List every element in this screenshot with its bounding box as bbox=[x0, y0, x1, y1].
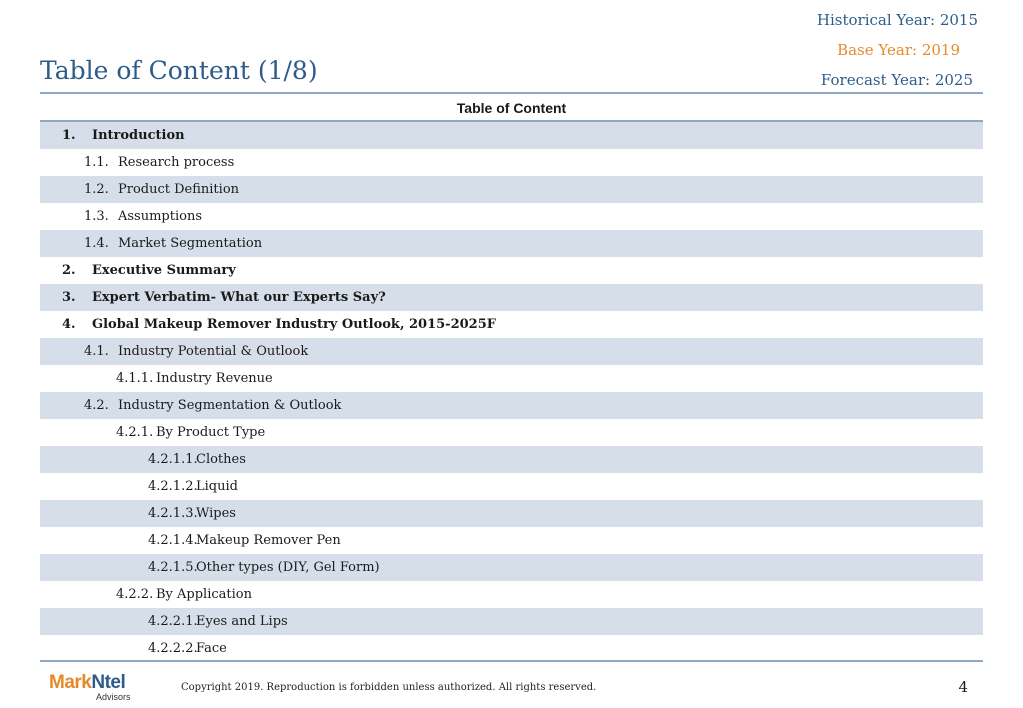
toc-row bbox=[40, 500, 983, 527]
forecast-year: Forecast Year: 2025 bbox=[820, 71, 973, 89]
page-number: 4 bbox=[958, 678, 968, 696]
toc-row-number: 4.2. bbox=[84, 398, 109, 413]
toc-row-number: 4.2.1.4. bbox=[148, 533, 198, 548]
toc-row-label: By Product Type bbox=[156, 425, 266, 440]
toc-row-label: Liquid bbox=[196, 479, 238, 494]
toc-row bbox=[40, 338, 983, 365]
toc-row bbox=[40, 311, 983, 338]
toc-heading: Table of Content bbox=[40, 96, 983, 122]
toc-row-number: 4.1.1. bbox=[116, 371, 154, 386]
toc-row-number: 4.1. bbox=[84, 344, 109, 359]
toc-row bbox=[40, 176, 983, 203]
toc-row bbox=[40, 392, 983, 419]
toc-row-label: Other types (DIY, Gel Form) bbox=[196, 560, 380, 575]
toc-row-label: Expert Verbatim- What our Experts Say? bbox=[92, 290, 386, 305]
toc-row-number: 4.2.2.1. bbox=[148, 614, 198, 629]
toc-row-number: 2. bbox=[62, 263, 76, 278]
toc-row bbox=[40, 122, 983, 149]
logo-subtitle: Advisors bbox=[96, 692, 131, 702]
toc-row-label: Clothes bbox=[196, 452, 246, 467]
page-title: Table of Content (1/8) bbox=[40, 56, 318, 85]
base-year: Base Year: 2019 bbox=[837, 41, 960, 59]
toc-row-number: 1.1. bbox=[84, 155, 109, 170]
toc-row bbox=[40, 608, 983, 635]
toc-row bbox=[40, 446, 983, 473]
toc-row bbox=[40, 419, 983, 446]
toc-row-label: By Application bbox=[156, 587, 252, 602]
toc-row bbox=[40, 581, 983, 608]
header-divider bbox=[40, 92, 983, 94]
toc-row-label: Industry Potential & Outlook bbox=[118, 344, 309, 359]
toc-row bbox=[40, 365, 983, 392]
toc-row-label: Executive Summary bbox=[92, 263, 236, 278]
historical-year: Historical Year: 2015 bbox=[816, 11, 978, 29]
toc-row-number: 4.2.1.1. bbox=[148, 452, 198, 467]
toc-list bbox=[40, 122, 983, 662]
logo-ntel-text: Ntel bbox=[91, 672, 126, 693]
toc-row-number: 4.2.2.2. bbox=[148, 641, 198, 656]
toc-row-label: Industry Segmentation & Outlook bbox=[118, 398, 342, 413]
footer-divider bbox=[40, 660, 983, 662]
toc-row-label: Market Segmentation bbox=[118, 236, 263, 251]
toc-row-label: Wipes bbox=[196, 506, 236, 521]
logo-mark-text: Mark bbox=[49, 672, 92, 693]
toc-row bbox=[40, 554, 983, 581]
toc-row-label: Assumptions bbox=[118, 209, 203, 224]
toc-row-label: Global Makeup Remover Industry Outlook, 2015-2025F bbox=[92, 317, 496, 332]
toc-row bbox=[40, 284, 983, 311]
toc-row-number: 1. bbox=[62, 128, 76, 143]
toc-row-number: 4.2.2. bbox=[116, 587, 154, 602]
toc-row-label: Product Definition bbox=[118, 182, 240, 197]
toc-row-number: 4.2.1.2. bbox=[148, 479, 198, 494]
marknetl-logo bbox=[49, 672, 131, 702]
toc-row-label: Industry Revenue bbox=[156, 371, 273, 386]
toc-row-number: 4.2.1.5. bbox=[148, 560, 198, 575]
toc-row bbox=[40, 257, 983, 284]
toc-row-label: Makeup Remover Pen bbox=[196, 533, 341, 548]
toc-row-label: Introduction bbox=[92, 128, 185, 143]
toc-row bbox=[40, 230, 983, 257]
toc-row bbox=[40, 473, 983, 500]
toc-row-number: 1.4. bbox=[84, 236, 109, 251]
toc-row-number: 4.2.1. bbox=[116, 425, 154, 440]
toc-row-number: 1.3. bbox=[84, 209, 109, 224]
toc-row-number: 4. bbox=[62, 317, 76, 332]
toc-row-number: 3. bbox=[62, 290, 76, 305]
toc-row-number: 4.2.1.3. bbox=[148, 506, 198, 521]
toc-row bbox=[40, 635, 983, 662]
toc-row-label: Face bbox=[196, 641, 227, 656]
toc-row bbox=[40, 203, 983, 230]
toc-row-label: Research process bbox=[118, 155, 235, 170]
toc-row bbox=[40, 527, 983, 554]
toc-row-label: Eyes and Lips bbox=[196, 614, 288, 629]
toc-row-number: 1.2. bbox=[84, 182, 109, 197]
toc-row bbox=[40, 149, 983, 176]
copyright-notice: Copyright 2019. Reproduction is forbidden unless authorized. All rights reserved. bbox=[181, 682, 597, 693]
